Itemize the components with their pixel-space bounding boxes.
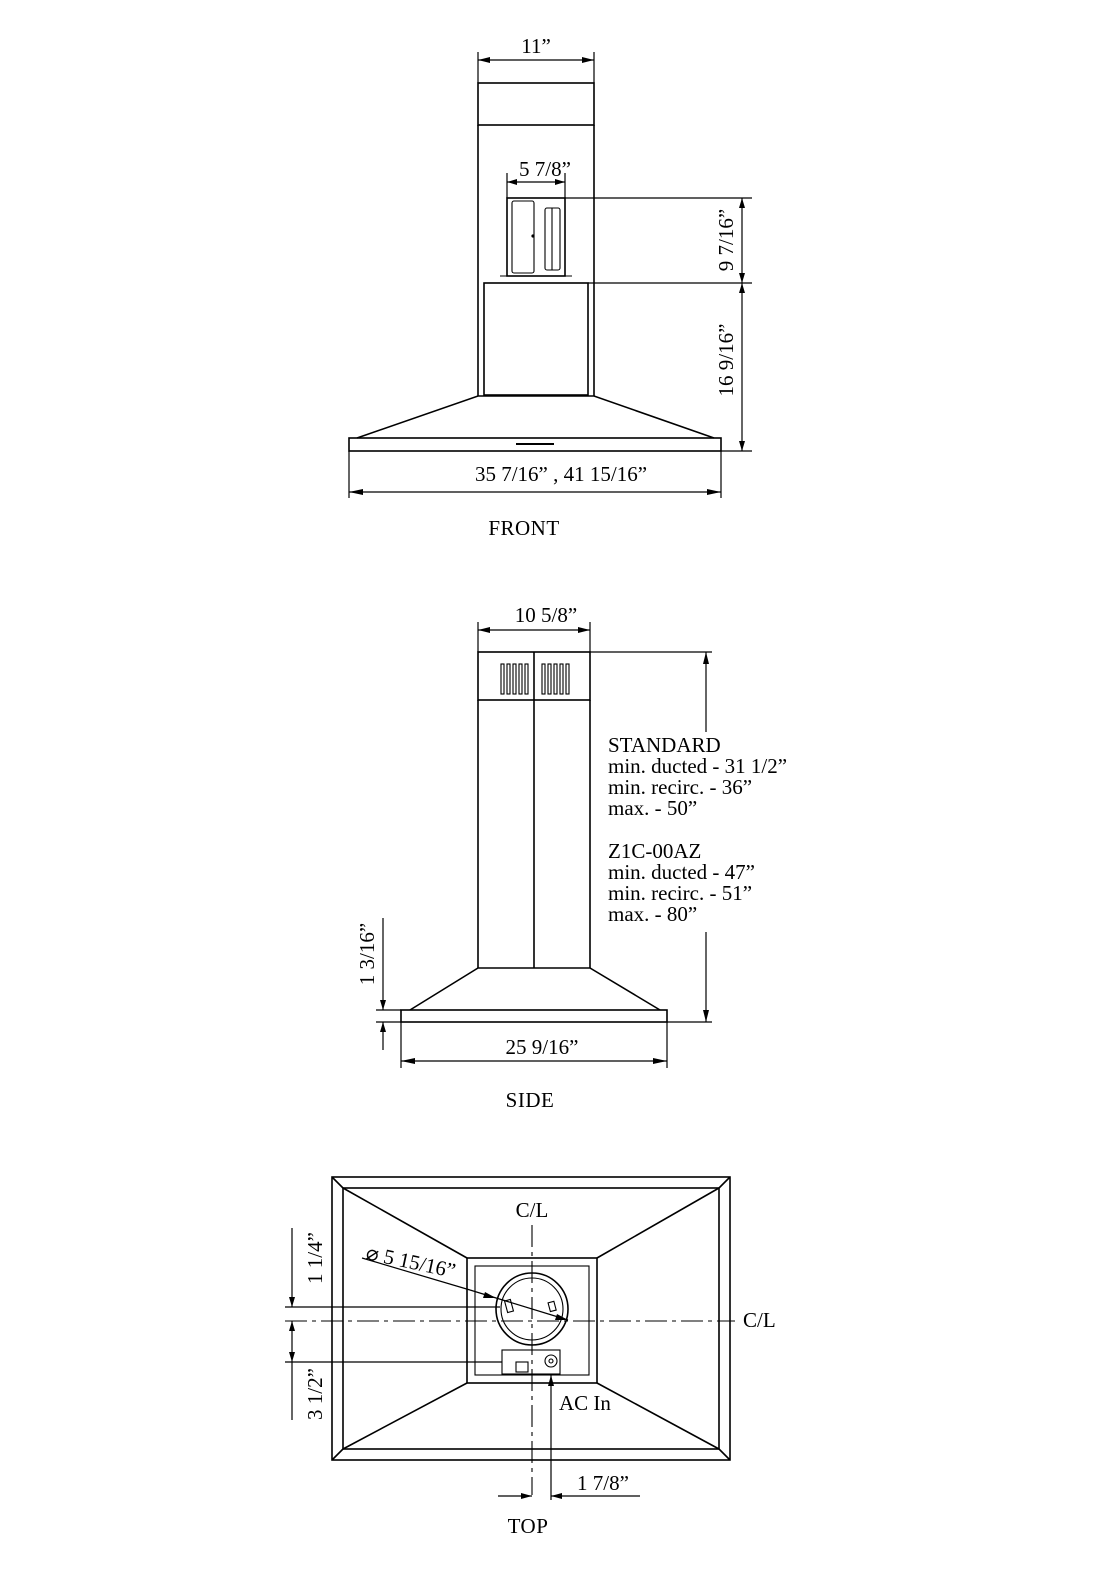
front-dim-width-top: 11”	[521, 34, 551, 58]
front-dim-lower-height: 16 9/16”	[714, 323, 738, 397]
side-view	[355, 603, 787, 1112]
side-note-line: STANDARD	[608, 733, 721, 757]
front-blower-panel	[512, 201, 534, 273]
front-title: FRONT	[488, 516, 560, 540]
side-note-line: max. - 50”	[608, 796, 698, 820]
side-note-line: max. - 80”	[608, 902, 698, 926]
side-note-line: min. recirc. - 51”	[608, 881, 753, 905]
top-dim-duct-diameter: ⌀ 5 15/16”	[363, 1240, 458, 1283]
top-centerline-v-label: C/L	[515, 1198, 549, 1222]
front-view	[349, 34, 752, 540]
front-blower-box	[507, 198, 565, 276]
top-ac-in-port	[545, 1355, 557, 1367]
side-height-notes	[608, 733, 787, 926]
front-dim-blower-width: 5 7/8”	[519, 157, 571, 181]
side-dim-width-top: 10 5/8”	[514, 603, 578, 627]
front-canopy	[357, 396, 714, 438]
side-canopy-rim	[401, 1010, 667, 1022]
top-centerline-h-label: C/L	[743, 1308, 776, 1332]
top-inner-rim	[343, 1188, 719, 1449]
top-dim-offset-side: 1 7/8”	[577, 1471, 629, 1495]
side-note-line: min. ducted - 47”	[608, 860, 755, 884]
side-vents-left	[501, 664, 528, 694]
side-note-line: min. recirc. - 36”	[608, 775, 753, 799]
side-title: SIDE	[505, 1088, 555, 1112]
front-dim-width-bottom: 35 7/16” , 41 15/16”	[474, 462, 648, 486]
side-dim-canopy-height: 1 3/16”	[355, 922, 379, 986]
side-dim-width-bottom: 25 9/16”	[505, 1035, 579, 1059]
side-note-line: min. ducted - 31 1/2”	[608, 754, 788, 778]
top-view	[285, 1177, 776, 1538]
front-blower-dot	[531, 234, 534, 237]
top-dim-offset-top: 1 1/4”	[303, 1232, 327, 1284]
top-ac-in-label: AC In	[559, 1391, 611, 1415]
top-dim-offset-bottom: 3 1/2”	[303, 1368, 327, 1420]
side-vents-right	[542, 664, 569, 694]
top-junction-box	[502, 1350, 560, 1374]
side-note-line: Z1C-00AZ	[608, 839, 702, 863]
top-title: TOP	[507, 1514, 549, 1538]
front-dim-upper-height: 9 7/16”	[714, 208, 738, 272]
side-canopy	[410, 968, 660, 1010]
front-chimney-cap	[478, 83, 594, 125]
front-lower-chimney	[484, 283, 588, 395]
